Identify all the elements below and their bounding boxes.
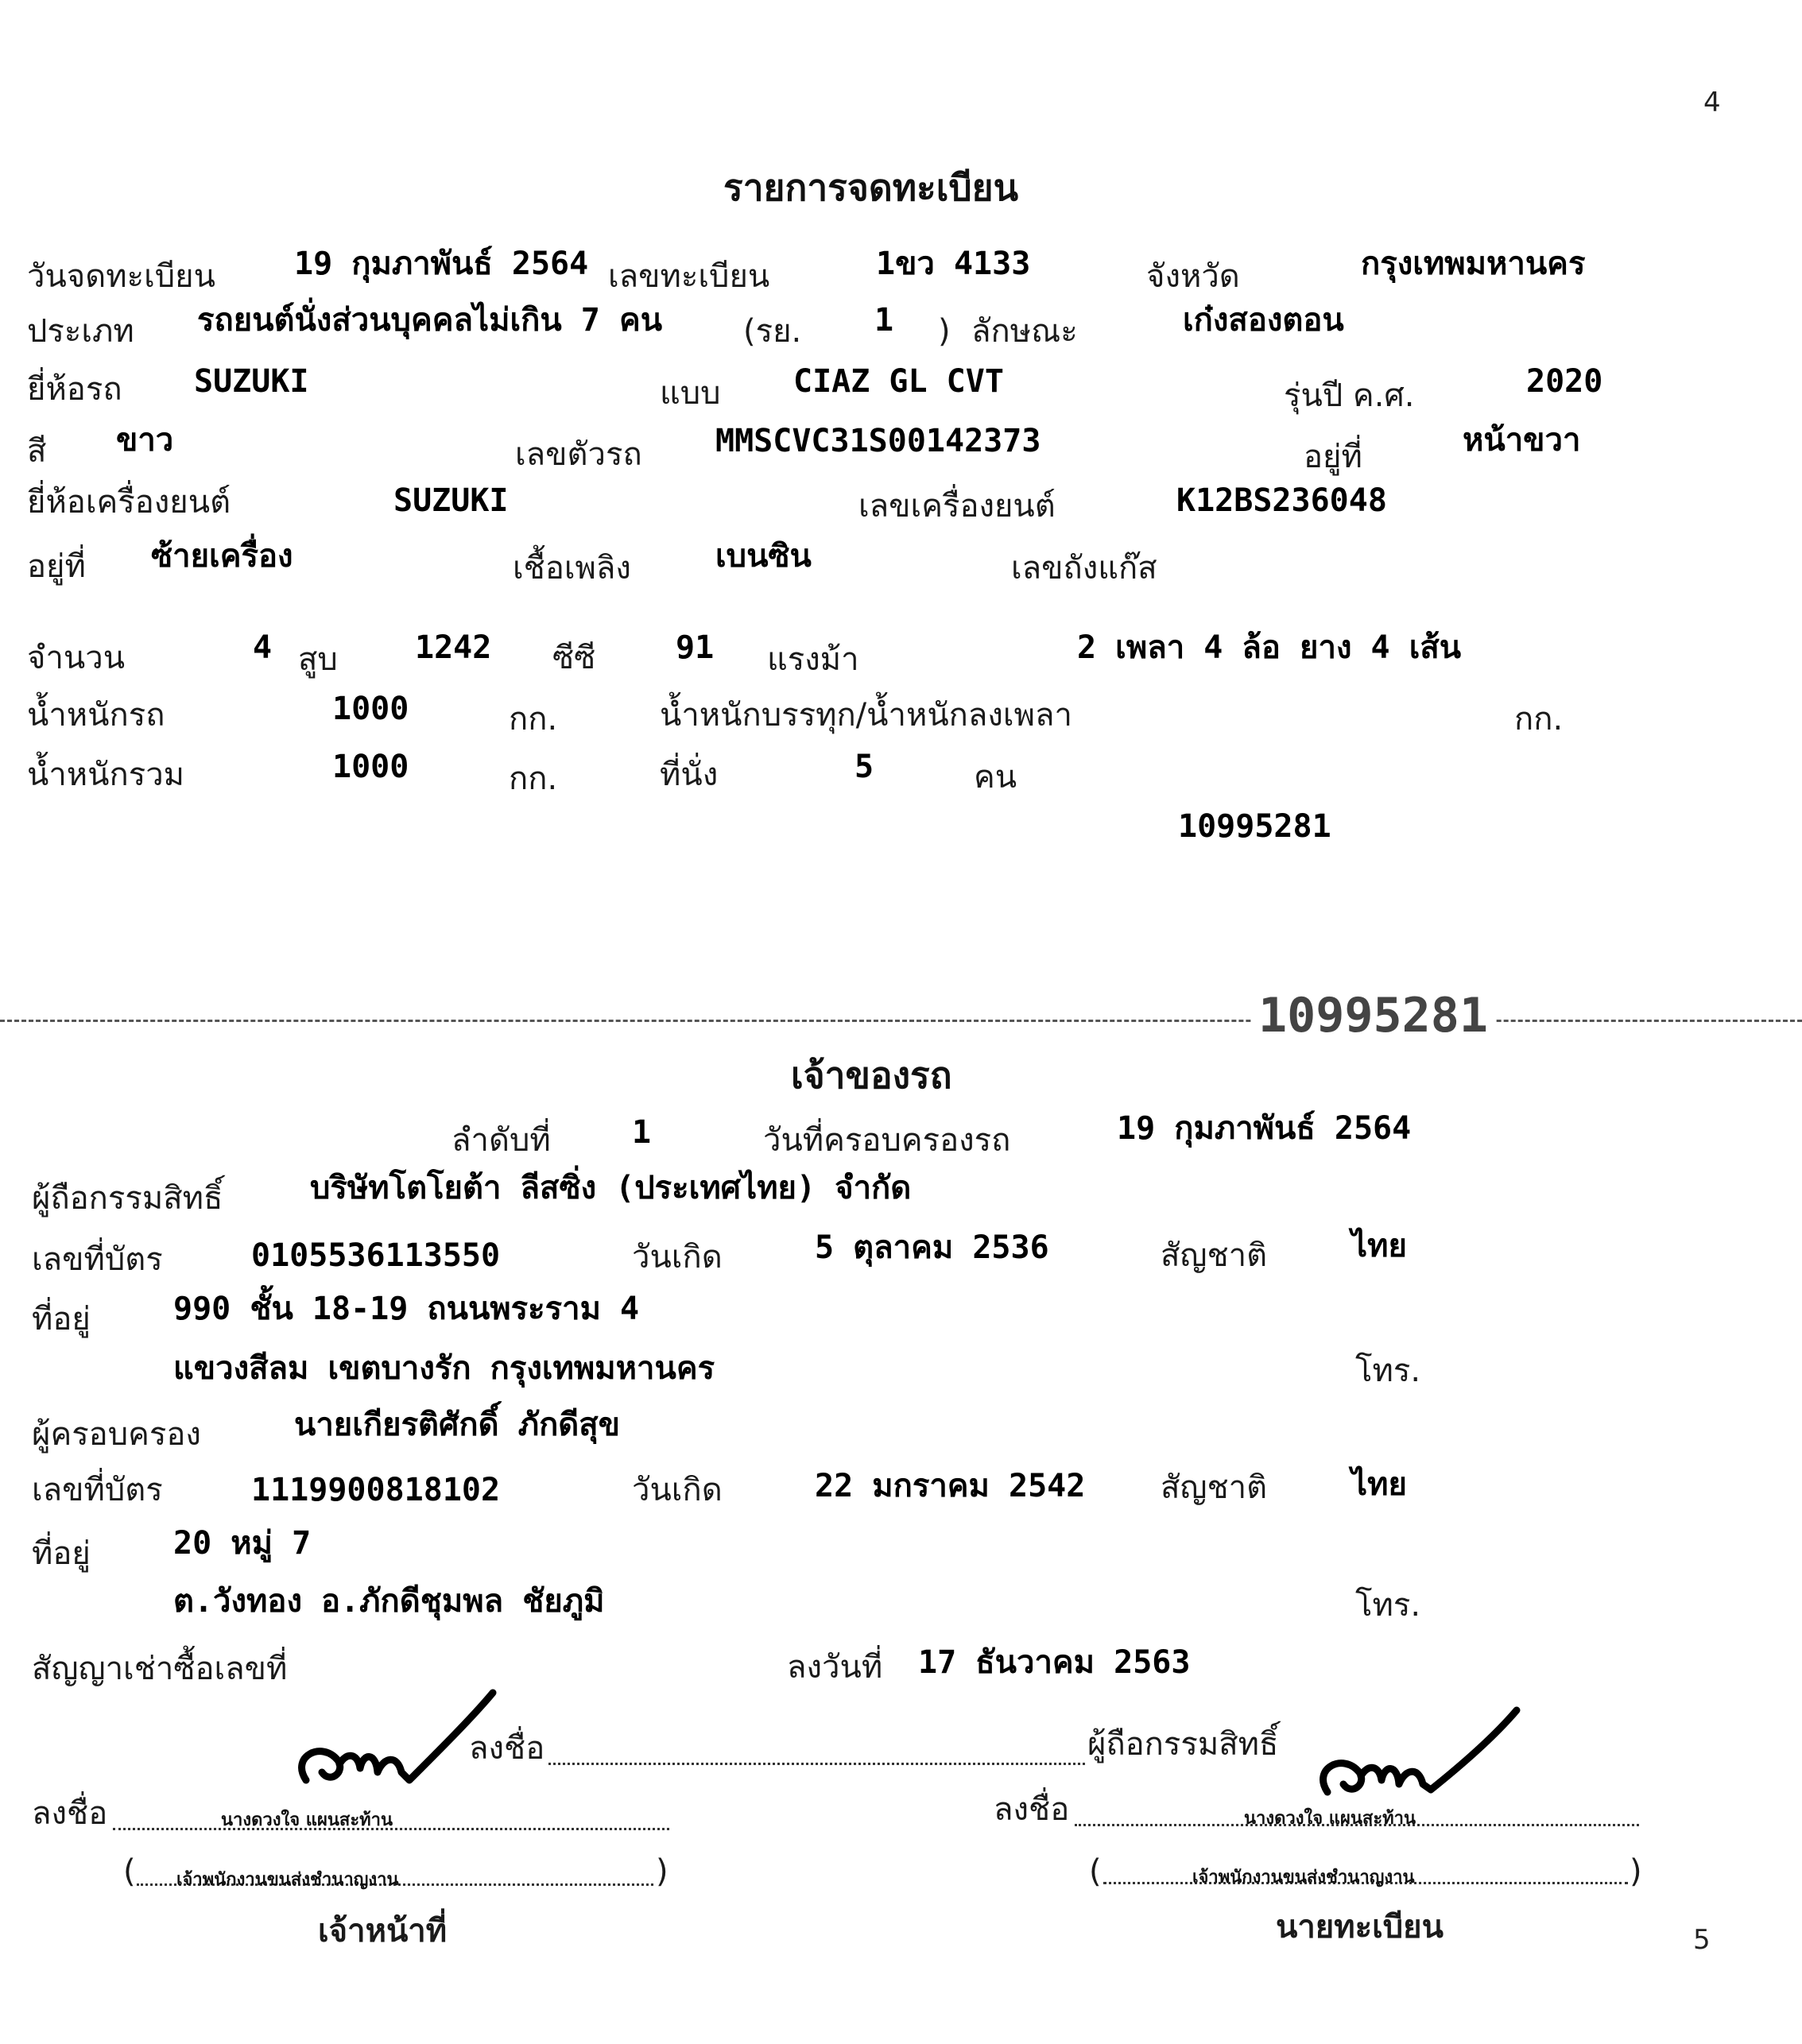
- order-value: 1: [632, 1114, 652, 1151]
- engine-no-value: K12BS236048: [1176, 482, 1387, 519]
- weight-value: 1000: [332, 691, 409, 727]
- tear-line: [0, 1020, 1802, 1022]
- brand-label: ยี่ห้อรถ: [27, 371, 122, 408]
- body-label: ลักษณะ: [971, 313, 1078, 350]
- reg-date-label: วันจดทะเบียน: [27, 258, 215, 295]
- seats-value: 5: [854, 749, 874, 785]
- sign-dotted-line: [548, 1763, 1085, 1765]
- engine-location-label: อยู่ที่: [27, 548, 86, 585]
- left-official-role: เจ้าหน้าที่: [318, 1913, 448, 1949]
- holder-address-label: ที่อยู่: [32, 1301, 91, 1338]
- cylinders-unit: สูบ: [298, 641, 338, 678]
- holder-sign-label: ผู้ถือกรรมสิทธิ์: [1087, 1726, 1279, 1763]
- plate-label: เลขทะเบียน: [608, 258, 770, 295]
- possessor-address-line1: 20 หมู่ 7: [173, 1525, 312, 1562]
- province-label: จังหวัด: [1146, 258, 1240, 295]
- engine-location-value: ซ้ายเครื่อง: [151, 538, 293, 575]
- holder-id-label: เลขที่บัตร: [32, 1241, 163, 1278]
- plate-value: 1ขว 4133: [876, 246, 1031, 282]
- possession-date-value: 19 กุมภาพันธ์ 2564: [1117, 1110, 1412, 1147]
- possessor-dob-label: วันเกิด: [632, 1472, 723, 1508]
- page-number-top: 4: [1703, 87, 1721, 118]
- engine-brand-value: SUZUKI: [393, 482, 509, 519]
- page-number-bottom: 5: [1693, 1924, 1711, 1956]
- model-value: CIAZ GL CVT: [793, 363, 1004, 400]
- holder-address-line2: แขวงสีลม เขตบางรัก กรุงเทพมหานคร: [173, 1350, 715, 1387]
- right-sign-label: ลงชื่อ: [994, 1791, 1070, 1828]
- load-label: น้ำหนักบรรทุก/น้ำหนักลงเพลา: [660, 697, 1072, 734]
- possessor-id-label: เลขที่บัตร: [32, 1472, 163, 1508]
- document-number: 10995281: [1178, 808, 1331, 845]
- possessor-dob-value: 22 มกราคม 2542: [815, 1468, 1086, 1504]
- weight-label: น้ำหนักรถ: [27, 697, 165, 734]
- type-code-open: (รย.: [743, 313, 802, 350]
- contract-label: สัญญาเช่าซื้อเลขที่: [32, 1651, 288, 1687]
- possessor-id-value: 1119900818102: [251, 1472, 501, 1508]
- holder-tel-label: โทร.: [1355, 1353, 1421, 1389]
- engine-brand-label: ยี่ห้อเครื่องยนต์: [27, 484, 231, 521]
- vin-location-value: หน้าขวา: [1463, 422, 1581, 459]
- year-label: รุ่นปี ค.ศ.: [1284, 377, 1415, 414]
- left-paren-open: (: [123, 1853, 136, 1890]
- body-value: เก๋งสองตอน: [1183, 302, 1344, 339]
- tear-line-number: 10995281: [1252, 992, 1494, 1039]
- registration-heading: รายการจดทะเบียน: [723, 166, 1019, 209]
- engine-no-label: เลขเครื่องยนต์: [858, 488, 1056, 525]
- cc-value: 1242: [415, 629, 492, 666]
- color-label: สี: [27, 433, 47, 470]
- vin-value: MMSCVC31S00142373: [715, 423, 1041, 459]
- right-official-position: เจ้าพนักงานขนส่งชำนาญงาน: [1192, 1868, 1415, 1887]
- type-code-close: ): [938, 313, 951, 350]
- holder-name: บริษัทโตโยต้า ลีสซิ่ง (ประเทศไทย) จำกัด: [310, 1170, 912, 1206]
- fuel-label: เชื้อเพลิง: [513, 550, 631, 586]
- fuel-value: เบนซิน: [715, 538, 812, 575]
- sign-label: ลงชื่อ: [469, 1730, 545, 1767]
- cc-unit: ซีซี: [552, 640, 596, 676]
- holder-id-value: 0105536113550: [251, 1237, 501, 1274]
- possessor-address-label: ที่อยู่: [32, 1535, 91, 1572]
- hp-unit: แรงม้า: [767, 641, 859, 678]
- year-value: 2020: [1526, 363, 1603, 400]
- type-code-value: 1: [874, 302, 894, 339]
- left-sign-label: ลงชื่อ: [32, 1795, 108, 1832]
- gross-value: 1000: [332, 749, 409, 785]
- holder-dob-label: วันเกิด: [632, 1239, 723, 1276]
- holder-nat-label: สัญชาติ: [1161, 1237, 1268, 1274]
- type-value: รถยนต์นั่งส่วนบุคคลไม่เกิน 7 คน: [197, 302, 663, 339]
- gas-tank-label: เลขถังแก๊ส: [1011, 550, 1157, 586]
- type-label: ประเภท: [27, 313, 134, 350]
- weight-unit: กก.: [509, 701, 558, 737]
- possession-date-label: วันที่ครอบครองรถ: [763, 1122, 1011, 1159]
- owner-heading: เจ้าของรถ: [791, 1054, 952, 1097]
- possessor-address-line2: ต.วังทอง อ.ภักดีชุมพล ชัยภูมิ: [173, 1583, 605, 1620]
- hp-value: 91: [676, 629, 715, 666]
- vin-label: เลขตัวรถ: [515, 436, 642, 473]
- vin-location-label: อยู่ที่: [1304, 439, 1362, 475]
- possessor-nat-label: สัญชาติ: [1161, 1469, 1268, 1506]
- left-official-position: เจ้าพนักงานขนส่งชำนาญงาน: [176, 1870, 399, 1890]
- right-paren-close: ): [1630, 1853, 1642, 1890]
- right-paren-open: (: [1089, 1853, 1102, 1890]
- brand-value: SUZUKI: [194, 363, 309, 400]
- possessor-nat-value: ไทย: [1351, 1466, 1407, 1503]
- seats-unit: คน: [974, 759, 1017, 796]
- gross-unit: กก.: [509, 761, 558, 797]
- holder-label: ผู้ถือกรรมสิทธิ์: [32, 1180, 223, 1217]
- right-official-name: นางดวงใจ แผนสะท้าน: [1244, 1809, 1416, 1829]
- holder-nat-value: ไทย: [1351, 1228, 1407, 1264]
- possessor-name: นายเกียรติศักดิ์ ภักดีสุข: [294, 1407, 621, 1443]
- color-value: ขาว: [116, 422, 174, 459]
- right-official-role: นายทะเบียน: [1276, 1909, 1444, 1945]
- possessor-label: ผู้ครอบครอง: [32, 1416, 201, 1453]
- holder-address-line1: 990 ชั้น 18-19 ถนนพระราม 4: [173, 1291, 640, 1327]
- contract-date-label: ลงวันที่: [787, 1649, 883, 1686]
- model-label: แบบ: [660, 375, 721, 412]
- count-label: จำนวน: [27, 640, 126, 676]
- possessor-tel-label: โทร.: [1355, 1587, 1421, 1624]
- right-signature-mark: [1312, 1701, 1526, 1812]
- gross-label: น้ำหนักรวม: [27, 757, 185, 793]
- axles-value: 2 เพลา 4 ล้อ ยาง 4 เส้น: [1077, 629, 1462, 666]
- cylinders-value: 4: [253, 629, 273, 666]
- left-paren-close: ): [656, 1853, 668, 1890]
- reg-date-value: 19 กุมภาพันธ์ 2564: [294, 246, 589, 282]
- load-unit: กก.: [1514, 701, 1564, 737]
- holder-dob-value: 5 ตุลาคม 2536: [815, 1229, 1049, 1266]
- province-value: กรุงเทพมหานคร: [1361, 246, 1586, 282]
- seats-label: ที่นั่ง: [660, 757, 719, 793]
- contract-date-value: 17 ธันวาคม 2563: [918, 1644, 1191, 1681]
- left-official-name: นางดวงใจ แผนสะท้าน: [221, 1810, 393, 1830]
- order-label: ลำดับที่: [451, 1122, 551, 1159]
